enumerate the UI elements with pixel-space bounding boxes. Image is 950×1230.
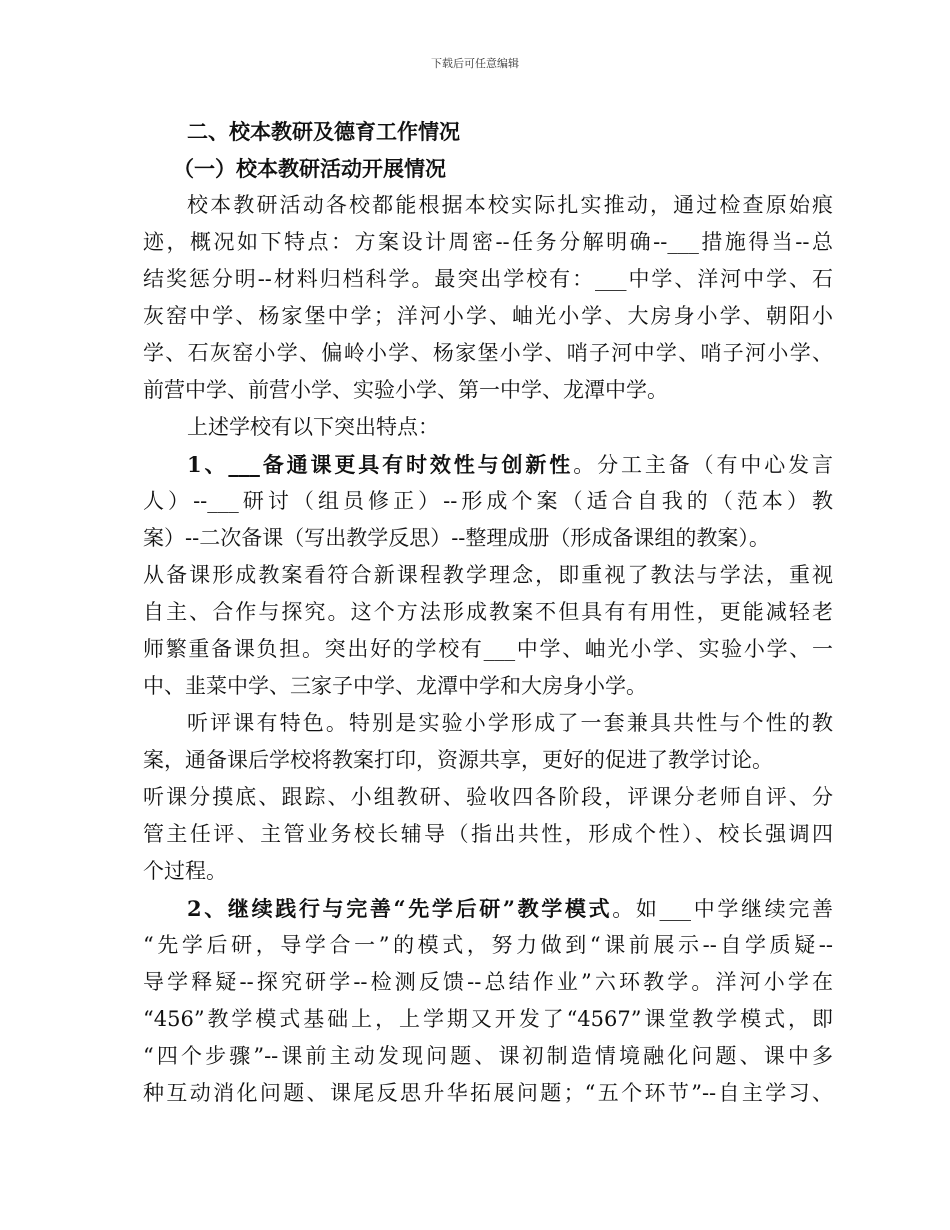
document-body <box>143 113 833 1112</box>
paragraph-line: 中、韭菜中学、三家子中学、龙潭中学和大房身小学。 <box>143 674 647 698</box>
paragraph-line: 灰窑中学、杨家堡中学；洋河小学、岫光小学、大房身小学、朝阳小 <box>143 304 833 328</box>
point-1-heading-line <box>143 446 833 483</box>
point-1-blank: ___ <box>228 452 260 477</box>
paragraph-line: 上述学校有以下突出特点： <box>187 415 439 439</box>
paragraph-line: 听课分摸底、跟踪、小组教研、验收四各阶段，评课分老师自评、分 <box>143 785 833 809</box>
paragraph-line: 迹，概况如下特点：方案设计周密--任务分解明确--___措施得当--总 <box>143 230 833 254</box>
page-header: 下载后可任意编辑 <box>431 57 519 70</box>
paragraph-line: 案，通备课后学校将教案打印，资源共享，更好的促进了教学讨论。 <box>143 748 773 772</box>
paragraph-line: 自主、合作与探究。这个方法形成教案不但具有有用性，更能减轻老 <box>143 600 833 624</box>
paragraph-line: 导学释疑--探究研学--检测反馈--总结作业”六环教学。洋河小学在 <box>143 970 833 994</box>
paragraph-line: “四个步骤”--课前主动发现问题、课初制造情境融化问题、课中多 <box>143 1044 833 1068</box>
paragraph-line: 从备课形成教案看符合新课程教学理念，即重视了教法与学法，重视 <box>143 563 833 587</box>
point-2-heading-line <box>143 890 833 927</box>
paragraph-line: 听评课有特色。特别是实验小学形成了一套兼具共性与个性的教 <box>187 711 833 735</box>
paragraph-line: 案）--二次备课（写出教学反思）--整理成册（形成备课组的教案）。 <box>143 526 770 550</box>
paragraph-line: 结奖惩分明--材料归档科学。最突出学校有：___中学、洋河中学、石 <box>143 267 833 291</box>
paragraph-line: 种互动消化问题、课尾反思升华拓展问题；“五个环节”--自主学习、 <box>143 1081 833 1105</box>
paragraph-line: 校本教研活动各校都能根据本校实际扎实推动，通过检查原始痕 <box>187 193 833 217</box>
section-title: 二、校本教研及德育工作情况 <box>187 119 460 144</box>
point-1-title: 备通课更具有时效性与创新性 <box>259 452 574 477</box>
paragraph-line: 管主任评、主管业务校长辅导（指出共性，形成个性）、校长强调四 <box>143 822 833 846</box>
paragraph-line: 师繁重备课负担。突出好的学校有___中学、岫光小学、实验小学、一 <box>143 637 833 661</box>
paragraph-line: 个过程。 <box>143 859 227 883</box>
point-2-title: 2、继续践行与完善“先学后研”教学模式 <box>187 896 613 921</box>
point-2-rest: 。如___中学继续完善 <box>612 897 833 921</box>
paragraph-line: “456”教学模式基础上，上学期又开发了“4567”课堂教学模式，即 <box>143 1007 833 1031</box>
paragraph-line: 学、石灰窑小学、偏岭小学、杨家堡小学、哨子河中学、哨子河小学、 <box>143 341 833 365</box>
subsection-title: （一）校本教研活动开展情况 <box>173 156 446 181</box>
paragraph-line: 人）--___研讨（组员修正）--形成个案（适合自我的（范本）教 <box>143 489 833 513</box>
paragraph-line: 前营中学、前营小学、实验小学、第一中学、龙潭中学。 <box>143 378 668 402</box>
point-1-number: 1、 <box>187 452 229 477</box>
paragraph-line: “先学后研，导学合一”的模式，努力做到“课前展示--自学质疑-- <box>143 933 833 957</box>
point-1-rest: 。分工主备（有中心发言 <box>573 453 834 477</box>
